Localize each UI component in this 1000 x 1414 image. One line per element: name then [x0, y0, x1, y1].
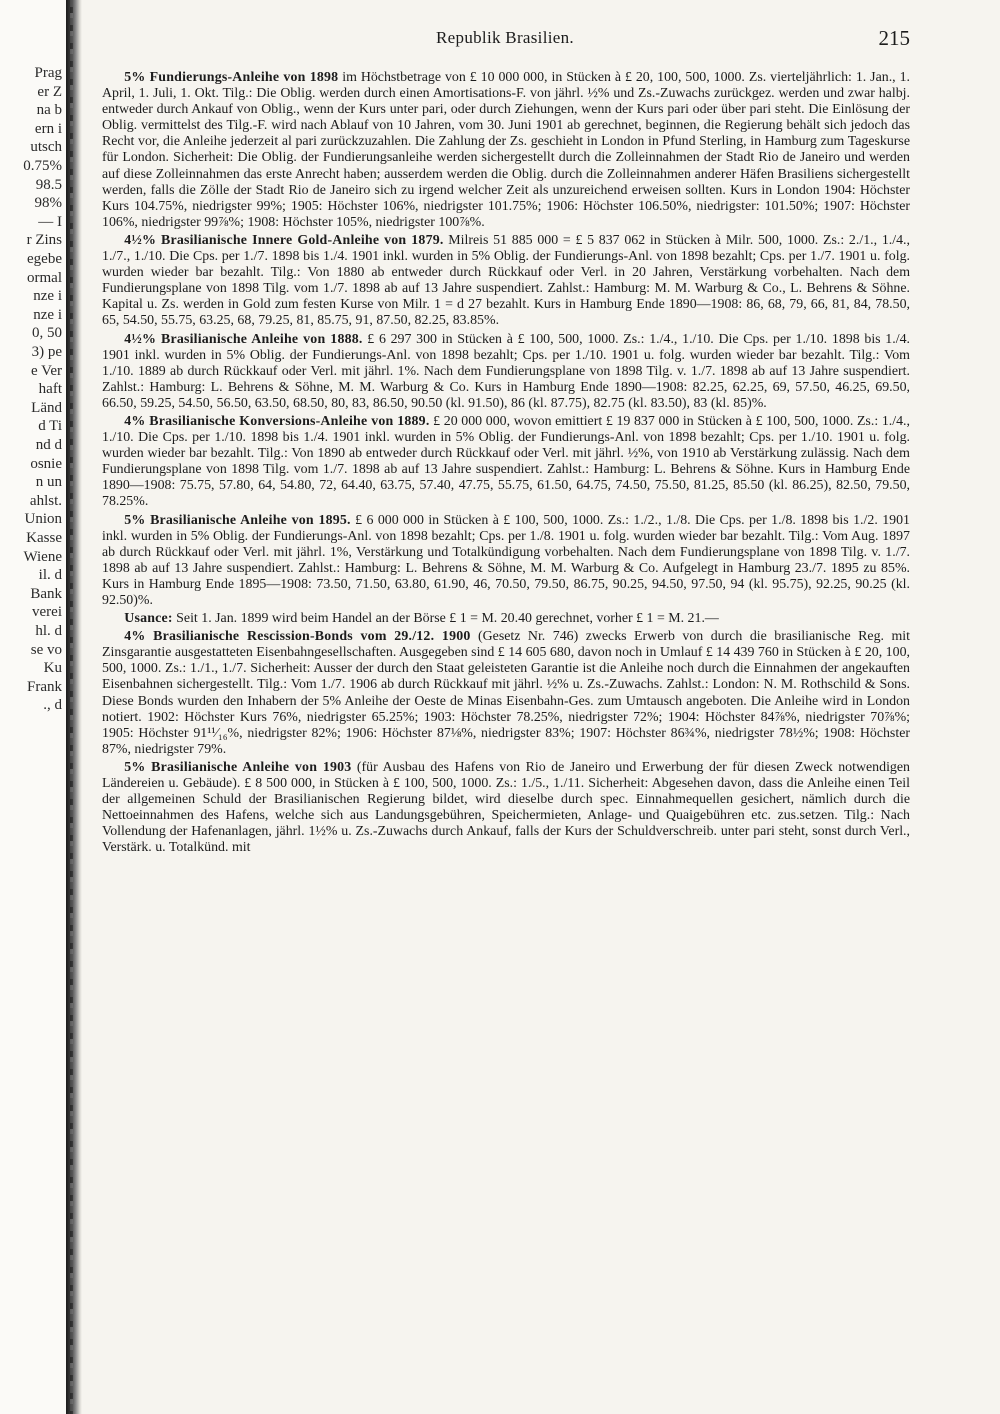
- page-body: [102, 70, 910, 1400]
- previous-page-fragment: Kasse: [26, 530, 62, 546]
- entry-heading: 5% Brasilianische Anleihe von 1903: [124, 759, 352, 775]
- previous-page-fragment: osnie: [30, 455, 62, 472]
- previous-page-fragment: ern i: [34, 120, 62, 137]
- entry-heading: 4½% Brasilianische Anleihe von 1888.: [124, 331, 363, 347]
- entry-innere-gold-anleihe-1879: [102, 233, 910, 330]
- running-head: [100, 26, 910, 56]
- previous-page-fragment: n un: [35, 474, 62, 491]
- previous-page-fragment: 0, 50: [32, 325, 62, 342]
- previous-page-fragment: se vo: [30, 641, 62, 658]
- previous-page-fragment: nze i: [33, 288, 62, 305]
- page-number: 215: [878, 26, 910, 50]
- previous-page-fragment: ahlst.: [29, 492, 62, 509]
- previous-page-fragment: ormal: [27, 269, 62, 286]
- entry-konversions-anleihe-1889: [102, 414, 910, 511]
- previous-page-fragment: Frank: [27, 678, 62, 695]
- entry-rescission-bonds-1900: [102, 629, 910, 758]
- previous-page-fragment: Länd: [31, 399, 62, 416]
- entry-body: Seit 1. Jan. 1899 wird beim Handel an der Börse £ 1 = M. 20.40 gerechnet, vorher £ 1 = M. 21.—: [172, 611, 719, 627]
- previous-page-fragment: er Z: [37, 83, 62, 100]
- previous-page-fragment: Prag: [34, 65, 62, 81]
- entry-heading: 4% Brasilianische Konversions-Anleihe von 1889.: [124, 413, 430, 429]
- entry-usance: [102, 611, 910, 627]
- entry-anleihe-1895: [102, 513, 910, 610]
- previous-page-fragment: hl. d: [35, 623, 62, 639]
- previous-page-fragment: Union: [24, 511, 62, 528]
- previous-page-fragment: 98%: [34, 195, 62, 212]
- entry-body: Milreis 51 885 000 = £ 5 837 062 in Stücken à Milr. 500, 1000. Zs.: 2./1., 1./4., 1./7., 1./10. Die Cps. per 1./7. 1898 bis 1./4. 1901 inkl. wurden in 5% Oblig. der Fundierungs-Anl. von 1898 bezahlt; Cps. per 1./7. 1901 u. folg. wurden wieder bar bezahlt. Tilg.: Von 1880 ab entweder durch Rückkauf oder Verl. in 20 Jahren, Verstärkung vorbehalten. Nach dem Fundierungsplane von 1898 Tilg. vom 1./7. 1898 ab auf 13 Jahre suspendiert. Zahlst.: Hamburg: M. M. Warburg & Co., L. Behrens & Söhne. Kapital u. Zs. werden in Gold zum festen Kurse von Milr. 1 = d 27 bezahlt. Kurs in Hamburg Ende 1890—1908: 86, 68, 79, 66, 81, 84, 78.50, 65, 54.50, 55.75, 63.25, 68, 79.25, 81, 85.75, 91, 87.50, 82.25, 83.85%.: [102, 232, 910, 329]
- entry-heading: 4% Brasilianische Rescission-Bonds vom 29./12. 1900: [124, 629, 471, 645]
- previous-page-fragment: Wiene: [23, 548, 62, 565]
- previous-page-fragment: d Ti: [38, 418, 62, 435]
- entry-body: £ 20 000 000, wovon emittiert £ 19 837 000 in Stücken à £ 100, 500, 1000. Zs.: 1./4., 1./10. Die Cps. per 1./10. 1898 bis 1./4. 1901 inkl. wurden in 5% Oblig. der Fundierungs-Anl. von 1898 bezahlt; Cps. per 1./10. 1901 u. folg. wurden wieder bar bezahlt. Tilg.: Von 1890 ab entweder durch Rückkauf oder Verl. mit jährl. ½%, von 1910 ab Verstärkung zulässig. Nach dem Fundierungsplane von 1898 Tilg. vom 1./7. 1898 ab auf 13 Jahre suspendiert. Zahlst.: Hamburg: L. Behrens & Söhne. Kurs in Hamburg Ende 1890—1908: 75.75, 57.80, 64, 54.80, 72, 64.40, 63.75, 57.40, 47.75, 55.75, 61.50, 64.75, 74.50, 75.50, 81.25, 85.50 (kl. 86.25), 82.50, 79.50, 78.25%.: [102, 413, 910, 510]
- previous-page-fragment: Ku: [43, 660, 62, 677]
- previous-page-fragment: verei: [32, 604, 62, 621]
- entry-body: £ 6 297 300 in Stücken à £ 100, 500, 1000. Zs.: 1./4., 1./10. Die Cps. per 1./10. 1898 bis 1./4. 1901 inkl. wurden in 5% Oblig. der Fundierungs-Anl. von 1898 bezahlt; Cps. per 1./10. 1901 u. folg. wurden wieder bar bezahlt. Tilg.: Vom 1./10. 1889 ab durch Rückkauf oder Verl. mit jährl. 1%. Nach dem Fundierungsplane von 1898 Tilg. v. 1./7. 1898 ab auf 13 Jahre suspendiert. Zahlst.: Hamburg: L. Behrens & Söhne, M. M. Warburg & Co. Kurs in Hamburg Ende 1890—1908: 82.25, 62.25, 69, 57.50, 46.25, 69.50, 66.50, 59.25, 54.50, 56.50, 63.50, 68.50, 80, 83, 86.50, 90.50 (kl. 91.50), 86 (kl. 87.75), 82.75 (kl. 83.50), 83 (kl. 85)%.: [102, 331, 910, 411]
- entry-anleihe-1888: [102, 332, 910, 412]
- previous-page-fragment: nze i: [33, 306, 62, 323]
- previous-page-fragment: il. d: [38, 567, 62, 584]
- entry-heading: 4½% Brasilianische Innere Gold-Anleihe von 1879.: [124, 232, 444, 248]
- previous-page-fragment: 98.5: [35, 176, 62, 193]
- previous-page-fragment: 0.75%: [23, 158, 62, 174]
- running-title: Republik Brasilien.: [436, 28, 574, 47]
- previous-page-fragment: utsch: [30, 139, 62, 156]
- previous-page-fragment: haft: [38, 381, 62, 398]
- book-binding-shadow: [66, 0, 82, 1414]
- previous-page-fragment: — I: [38, 213, 62, 230]
- entry-body: im Höchstbetrage von £ 10 000 000, in Stücken à £ 20, 100, 500, 1000. Zs. vierteljährlich: 1. Jan., 1. April, 1. Juli, 1. Okt. Tilg.: Die Oblig. werden durch einen Amortisations-F. von jährl. ½% und Zs.-Zuwachs zurückgez. werden und zwar halbj. entweder durch Ankauf von Oblig., wenn der Kurs unter pari, oder durch Ziehungen, wenn der Kurs pari oder über pari steht. Die Einlösung der Oblig. vermittelst des Tilg.-F. wird nach Ablauf von 10 Jahren, vom 30. Juni 1901 ab gerechnet, beginnen, die Regierung behält sich jedoch das Recht vor, die Anleihe jederzeit al pari zurückzuzahlen. Die Zahlung der Zs. geschieht in London in Pfund Sterling, in Hamburg zum Tageskurse für London. Sicherheit: Die Oblig. der Fundierungsanleihe werden sichergestellt durch die Zolleinnahmen der Stadt Rio de Janeiro und werden auf diese Zolleinnahmen das erste Anrecht haben; ausserdem werden die Oblig. durch die Zolleinnahmen anderer Häfen Brasiliens sichergestellt werden, falls die Zölle der Stadt Rio de Janeiro sich zu irgend welcher Zeit als unzureichend erweisen sollten. Kurs in London 1904: Höchster Kurs 104.75%, niedrigster 99%; 1905: Höchster 106%, niedrigster 101.75%; 1906: Höchster 106.50%, niedrigster: 101.50%; 1907: Höchster 106%, niedrigster 99⅞%; 1908: Höchster 105%, niedrigster 100⅞%.: [102, 70, 910, 230]
- previous-page-fragment: r Zins: [26, 232, 62, 249]
- entry-body: (für Ausbau des Hafens von Rio de Janeiro und Erwerbung der für diesen Zweck notwendigen Ländereien u. Gebäude). £ 8 500 000, in Stücken à £ 100, 500, 1000. Zs.: 1./5., 1./11. Sicherheit: Abgesehen davon, dass die Anleihe einen Teil der allgemeinen Schuld der Brasilianischen Regierung bildet, wird dieselbe durch spec. Einnahmequellen gesichert, nämlich durch die Nettoeinnahmen des Hafens, welche sich aus Landungsgebühren, Speichermieten, Anlage- und Quaigebühren etc. zus.setzen. Tilg.: Nach Vollendung der Hafenanlagen, jährl. 1½% u. Zs.-Zuwachs durch Ankauf, falls der Kurs der Schuldverschreib. unter pari steht, sonst durch Verl., Verstärk. u. Totalkünd. mit: [102, 759, 910, 856]
- previous-page-fragment: e Ver: [31, 362, 62, 379]
- previous-page-fragment: egebe: [27, 251, 62, 267]
- previous-page-edge: [0, 0, 66, 1414]
- previous-page-fragment: ., d: [43, 697, 62, 714]
- entry-heading: 5% Brasilianische Anleihe von 1895.: [124, 512, 351, 528]
- entry-body: £ 6 000 000 in Stücken à £ 100, 500, 1000. Zs.: 1./2., 1./8. Die Cps. per 1./8. 1898 bis 1./2. 1901 inkl. wurden in 5% Oblig. der Fundierungs-Anl. von 1898 bezahlt; Cps. per 1./8. 1901 u. folg. wurden wieder bar bezahlt. Tilg.: Vom Aug. 1897 ab durch Rückkauf oder Verl. mit jährl. 1%, Verstärkung und Totalkündigung vorbehalten. Nach dem Fundierungsplane von 1898 Tilg. v. 1./7. 1898 ab auf 13 Jahre suspendiert. Zahlst.: Hamburg: L. Behrens & Söhne, M. M. Warburg & Co. Aufgelegt in Hamburg 23./7. 1895 zu 85%. Kurs in Hamburg Ende 1895—1908: 73.50, 71.50, 63.80, 61.90, 46, 70.50, 79.50, 86.75, 90.25, 94.50, 97.50, 94 (kl. 95.75), 92.25, 90.25 (kl. 92.50)%.: [102, 512, 910, 608]
- entry-heading: 5% Fundierungs-Anleihe von 1898: [124, 70, 339, 85]
- previous-page-fragment: Bank: [30, 585, 62, 602]
- entry-fundierungs-anleihe-1898: [102, 70, 910, 231]
- previous-page-fragment: nd d: [35, 437, 62, 453]
- entry-heading: Usance:: [124, 611, 173, 627]
- entry-body: (Gesetz Nr. 746) zwecks Erwerb von durch die brasilianische Reg. mit Zinsgarantie ausgestatteten Eisenbahngesellschaften. Ausgegeben sind £ 14 605 680, davon noch in Umlauf £ 14 439 760 in Stücken à £ 20, 100, 500, 1000. Zs.: 1./1., 1./7. Sicherheit: Ausser der durch den Staat geleisteten Garantie ist die Anleihe noch durch die Einnahmen der angekauften Eisenbahnen sichergestellt. Tilg.: Vom 1./7. 1906 ab durch Rückkauf mit jährl. ½% u. Zs.-Zuwachs. Zahlst.: London: N. M. Rothschild & Sons. Diese Bonds wurden den Inhabern der 5% Anleihe der Oeste de Minas Eisenbahn-Ges. zum Umtausch angeboten. Die Anleihe wird in London notiert. 1902: Höchster Kurs 76%, niedrigster 65.25%; 1903: Höchster 78.25%, niedrigster 72%; 1904: Höchster 84⅞%, niedrigster 70⅞%; 1905: Höchster 91¹¹⁄₁₆%, niedrigster 82%; 1906: Höchster 87⅛%, niedrigster 83%; 1907: Höchster 86¾%, niedrigster 78½%; 1908: Höchster 87%, niedrigster 79%.: [102, 629, 910, 757]
- previous-page-fragment: na b: [36, 102, 62, 119]
- entry-anleihe-1903: [102, 760, 910, 857]
- previous-page-fragment: 3) pe: [31, 344, 62, 360]
